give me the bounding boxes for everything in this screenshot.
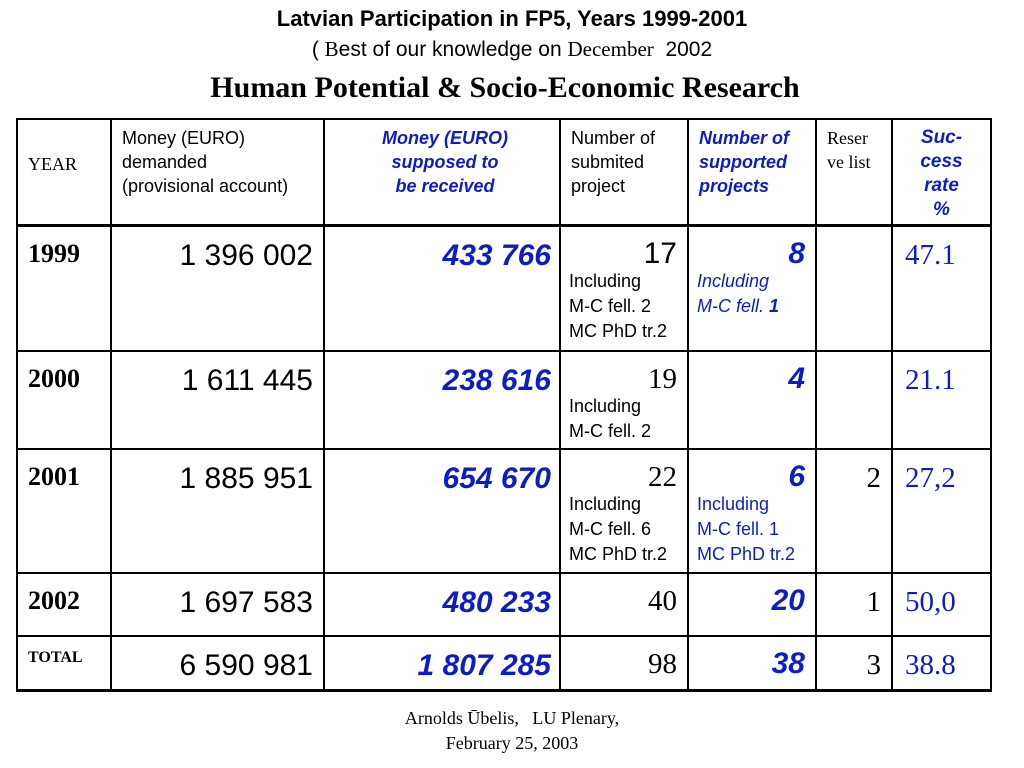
header-year: YEAR	[17, 119, 111, 225]
header-text: projects	[699, 176, 770, 196]
supported-note: Including	[697, 270, 770, 291]
subtitle-b: B	[324, 37, 339, 61]
supported-note-text: M-C fell.	[697, 295, 769, 316]
slide-heading: Human Potential & Socio-Economic Research	[210, 71, 800, 104]
row-money-demanded: 6 590 981	[111, 636, 324, 690]
supported-note: M-C fell. 1	[697, 519, 780, 539]
row-year: 2000	[17, 351, 111, 449]
header-text: project	[571, 176, 626, 196]
row-reserve: 1	[816, 573, 892, 636]
row-submitted	[560, 225, 688, 351]
submitted-note: MC PhD tr.2	[569, 320, 668, 341]
row-money-demanded: 1 885 951	[111, 449, 324, 573]
header-submitted	[560, 119, 688, 225]
supported-count: 20	[771, 584, 805, 617]
footer-author: Arnolds Ūbelis, LU Plenary,	[404, 708, 620, 728]
row-submitted	[560, 351, 688, 449]
row-submitted	[560, 636, 688, 690]
supported-count: 8	[788, 236, 805, 270]
subtitle-year: 2002	[653, 38, 713, 61]
submitted-note: M-C fell. 2	[569, 421, 652, 441]
row-money-received: 1 807 285	[324, 636, 560, 690]
header-row	[17, 119, 991, 225]
header-text: cess	[920, 151, 963, 172]
submitted-note: MC PhD tr.2	[569, 544, 668, 564]
row-money-received: 480 233	[324, 573, 560, 636]
supported-note: MC PhD tr.2	[697, 544, 796, 564]
footer-date: February 25, 2003	[445, 733, 579, 753]
footer	[0, 706, 1024, 756]
row-reserve	[816, 351, 892, 449]
row-supported	[688, 449, 816, 573]
row-year: TOTAL	[17, 636, 111, 690]
row-reserve: 2	[816, 449, 892, 573]
header-text: Suc-	[920, 127, 963, 148]
supported-count: 38	[771, 647, 805, 680]
submitted-count: 40	[648, 585, 677, 617]
header-text: supported	[699, 152, 787, 172]
fp5-participation-table	[16, 118, 992, 692]
header-reserve	[816, 119, 892, 225]
header-text: %	[933, 199, 950, 220]
row-money-received: 238 616	[324, 351, 560, 449]
row-success-rate: 21.1	[892, 351, 991, 449]
header-text: ve list	[827, 152, 871, 172]
row-supported	[688, 225, 816, 351]
slide-title: Latvian Participation in FP5, Years 1999-2001	[276, 6, 748, 31]
header-money-demanded	[111, 119, 324, 225]
submitted-count: 17	[643, 236, 677, 270]
subtitle-mid: est of our knowledge on	[338, 38, 568, 61]
row-money-demanded: 1 396 002	[111, 225, 324, 351]
table-row	[17, 573, 991, 636]
row-success-rate: 47.1	[892, 225, 991, 351]
row-submitted	[560, 573, 688, 636]
table-row-total	[17, 636, 991, 690]
header-text: Money (EURO)	[382, 128, 508, 148]
header-supported	[688, 119, 816, 225]
supported-count: 4	[788, 362, 805, 395]
row-reserve	[816, 225, 892, 351]
header-text: submited	[571, 152, 645, 172]
header-text: Reser	[827, 128, 868, 148]
supported-note	[697, 294, 805, 319]
row-success-rate: 50,0	[892, 573, 991, 636]
header-text: Money (EURO)	[122, 128, 246, 148]
row-money-received: 654 670	[324, 449, 560, 573]
supported-note-bold: 1	[769, 295, 780, 316]
row-year: 1999	[17, 225, 111, 351]
slide-subtitle	[0, 36, 1024, 63]
row-reserve: 3	[816, 636, 892, 690]
supported-count: 6	[788, 460, 805, 493]
table-row	[17, 351, 991, 449]
row-supported	[688, 351, 816, 449]
row-year: 2001	[17, 449, 111, 573]
row-year: 2002	[17, 573, 111, 636]
submitted-count: 22	[648, 461, 677, 493]
header-money-received	[324, 119, 560, 225]
row-money-demanded: 1 611 445	[111, 351, 324, 449]
row-money-received: 433 766	[324, 225, 560, 351]
subtitle-month: December	[567, 37, 654, 61]
table-row	[17, 225, 991, 351]
header-text: Number of	[699, 128, 789, 148]
submitted-note: M-C fell. 2	[569, 295, 652, 316]
submitted-note: M-C fell. 6	[569, 519, 652, 539]
header-text: be received	[395, 176, 495, 196]
row-success-rate: 27,2	[892, 449, 991, 573]
row-success-rate: 38.8	[892, 636, 991, 690]
supported-note: Including	[697, 494, 770, 514]
submitted-note: Including	[569, 270, 642, 291]
header-text: (provisional account)	[122, 176, 289, 196]
header-text: demanded	[122, 152, 208, 172]
table-row	[17, 449, 991, 573]
row-supported	[688, 636, 816, 690]
row-money-demanded: 1 697 583	[111, 573, 324, 636]
row-submitted	[560, 449, 688, 573]
header-text: supposed to	[391, 152, 499, 172]
submitted-note: Including	[569, 494, 642, 514]
header-text: rate	[924, 175, 959, 196]
subtitle-open: (	[311, 38, 325, 61]
header-text: Number of	[571, 128, 656, 148]
row-supported	[688, 573, 816, 636]
submitted-note: Including	[569, 396, 642, 416]
submitted-count: 19	[648, 363, 677, 395]
submitted-count: 98	[648, 648, 677, 680]
header-success-rate	[892, 119, 991, 225]
